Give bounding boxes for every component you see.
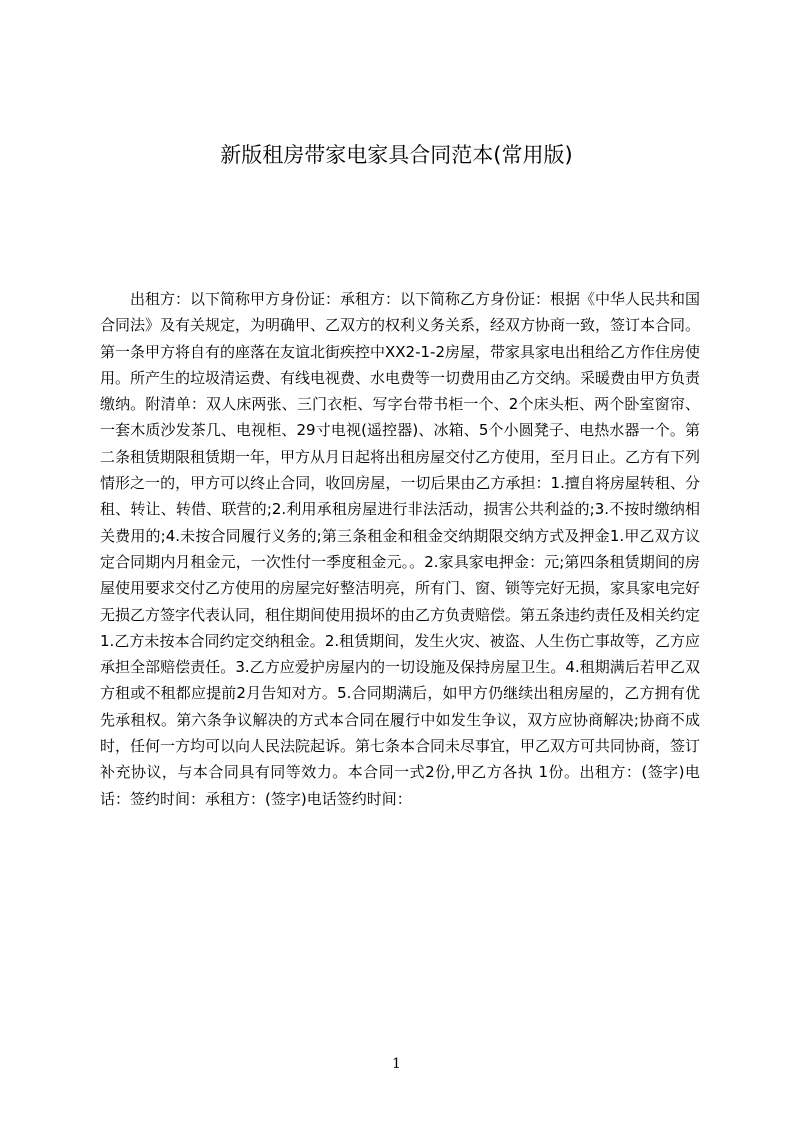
contract-body-text: 出租方：以下简称甲方身份证：承租方：以下简称乙方身份证：根据《中华人民共和国合同法》及有关规定，为明确甲、乙双方的权利义务关系，经双方协商一致，签订本合同。第一条甲方将自有的座落在友谊北街疾控中XX2-1-2房屋，带家具家电出租给乙方作住房使用。所产生的垃圾清运费、有线电视费、水电费等一切费用由乙方交纳。采暖费由甲方负责缴纳。附清单：双人床两张、三门衣柜、写字台带书柜一个、2个床头柜、两个卧室窗帘、一套木质沙发茶几、电视柜、29寸电视(遥控器)、冰箱、5个小圆凳子、电热水器一个。第二条租赁期限租赁期一年，甲方从月日起将出租房屋交付乙方使用，至月日止。乙方有下列情形之一的，甲方可以终止合同，收回房屋，一切后果由乙方承担：1.擅自将房屋转租、分租、转让、转借、联营的;2.利用承租房屋进行非法活动，损害公共利益的;3.不按时缴纳相关费用的;4.未按合同履行义务的;第三条租金和租金交纳期限交纳方式及押金1.甲乙双方议定合同期内月租金元，一次性付一季度租金元。。2.家具家电押金：元;第四条租赁期间的房屋使用要求交付乙方使用的房屋完好整洁明亮，所有门、窗、锁等完好无损，家具家电完好无损乙方签字代表认同，租住期间使用损坏的由乙方负责赔偿。第五条违约责任及相关约定1.乙方未按本合同约定交纳租金。2.租赁期间，发生火灾、被盗、人生伤亡事故等，乙方应承担全部赔偿责任。3.乙方应爱护房屋内的一切设施及保持房屋卫生。4.租期满后若甲乙双方租或不租都应提前2月告知对方。5.合同期满后，如甲方仍继续出租房屋的，乙方拥有优先承租权。第六条争议解决的方式本合同在履行中如发生争议，双方应协商解决;协商不成时，任何一方均可以向人民法院起诉。第七条本合同未尽事宜，甲乙双方可共同协商，签订补充协议，与本合同具有同等效力。本合同一式2份,甲乙方各执 1份。出租方：(签字)电话：签约时间：承租方：(签字)电话签约时间： (100, 290, 701, 808)
document-title: 新版租房带家电家具合同范本(常用版) (220, 143, 573, 167)
page-number: 1 (392, 1056, 401, 1072)
